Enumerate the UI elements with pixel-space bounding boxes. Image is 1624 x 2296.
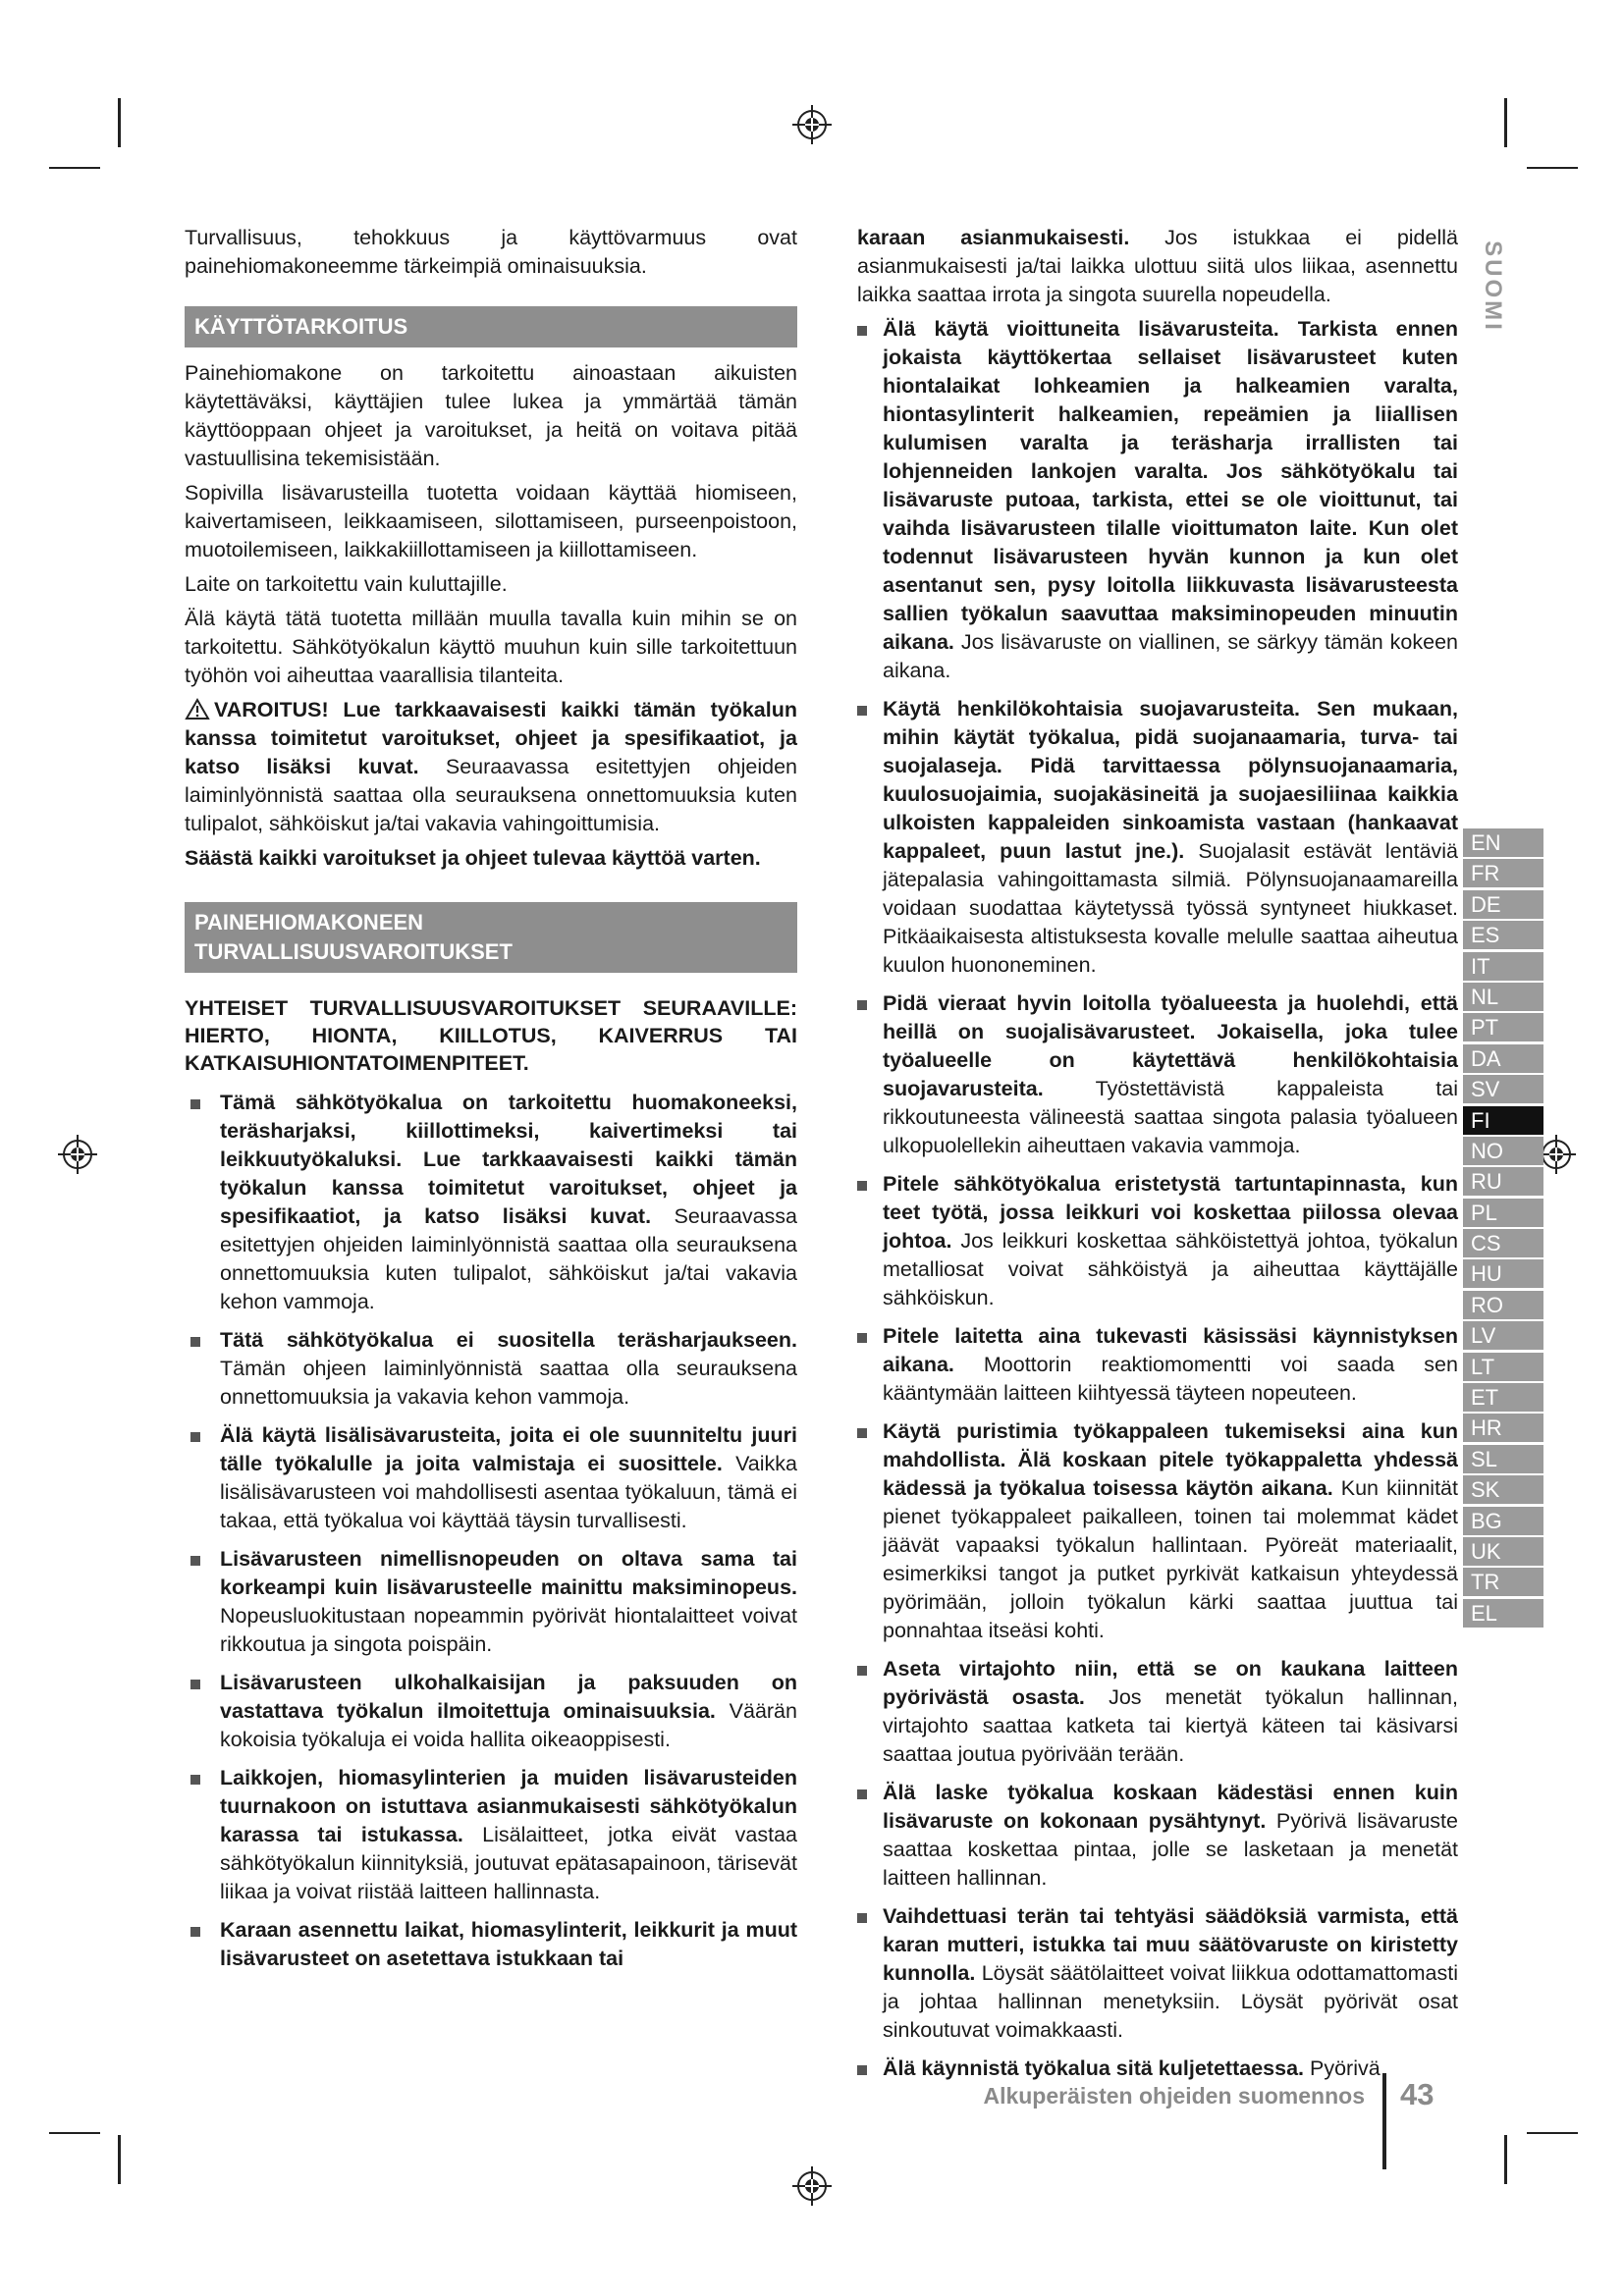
section-header-line: TURVALLISUUSVAROITUKSET [194, 939, 513, 964]
right-bullet-list [857, 315, 1458, 2083]
language-side-title [1473, 228, 1512, 346]
bullet-text: Lisälaitteet, jotka eivät vastaa sähkötyökalun kiinnityksiä, joutuvat epätasapainoon, tärisevät liikaa ja voivat riistää laitteen hallinnasta. [220, 1823, 797, 1903]
crop-mark [118, 98, 121, 147]
crop-mark [1527, 167, 1578, 169]
continuation-bold: karaan asianmukaisesti. [857, 226, 1130, 249]
paragraph: Laite on tarkoitettu vain kuluttajille. [185, 572, 508, 596]
footer-divider [1382, 2073, 1386, 2169]
list-item [857, 989, 1458, 1160]
bullet-bold: Älä käytä vioittuneita lisävarusteita. Tarkista ennen jokaista käyttökertaa sellaiset lisävarusteet kuten hiontalaikat lohkeamien ja halkeamien varalta, hiontasylinterit halkeamien, repeämien ja liiallisen kulumisen varalta ja teräsharja irrallisten tai lohjenneiden lankojen varalta. Jos sähkötyökalu tai lisävaruste putoaa, tarkista, ettei se ole vioittunut, tai vaihda lisävarusteen tilalle vioittumaton laite. Kun olet todennut lisävarusteen hyvän kunnon ja kun olet asentanut sen, pysy loitolla liikkuvasta lisävarusteesta sallien työkalun saavuttaa maksiminopeuden minuutin aikana. [883, 317, 1458, 654]
list-item [185, 1326, 797, 1412]
language-tab[interactable]: PT [1463, 1013, 1543, 1041]
language-tab[interactable]: IT [1463, 952, 1543, 981]
paragraph: Painehiomakone on tarkoitettu ainoastaan aikuisten käytettäväksi, käyttäjien tulee lukea ja ymmärtää tämän käyttöoppaan ohjeet ja varoitukset, ja heitä on voitava pitää vastuullisina tekemisistään. [185, 361, 797, 470]
bullet-bold: Älä käynnistä työkalua sitä kuljetettaessa. [883, 2056, 1305, 2080]
paragraph: Sopivilla lisävarusteilla tuotetta voidaan käyttää hiomiseen, kaivertamiseen, leikkaamiseen, silottamiseen, purseenpoistoon, muotoilemiseen, laikkakiillottamiseen ja kiillottamiseen. [185, 481, 797, 561]
bullet-text: Nopeusluokitustaan nopeammin pyörivät hiontalaitteet voivat rikkoutua ja singota poispäin. [220, 1604, 797, 1656]
language-tab[interactable]: DE [1463, 890, 1543, 919]
bullet-text: Jos leikkuri koskettaa sähköistettyä johtoa, työkalun metalliosat voivat sähköistyä ja aiheuttaa käyttäjälle sähköiskun. [883, 1229, 1458, 1309]
continuation-paragraph [857, 224, 1458, 309]
list-item [857, 1170, 1458, 1312]
list-item [857, 1322, 1458, 1408]
section-header-intended-use: KÄYTTÖTARKOITUS [185, 306, 797, 347]
bullet-text: Työstettävistä kappaleista tai rikkoutuneesta välineestä saattaa singota palasia työalueen ulkopuolellekin aiheuttaen vakavia vammoja. [883, 1077, 1458, 1157]
language-title-text: SUOMI [1480, 240, 1506, 333]
bullet-bold: Käytä puristimia työkappaleen tukemiseksi aina kun mahdollista. Älä koskaan pitele työkappaletta yhdessä kädessä ja työkalua toisessa käytön aikana. [883, 1419, 1458, 1500]
language-tab[interactable]: CS [1463, 1229, 1543, 1257]
language-tab[interactable]: ES [1463, 921, 1543, 949]
language-tab[interactable]: RO [1463, 1291, 1543, 1319]
language-tab[interactable]: SK [1463, 1475, 1543, 1504]
list-item [185, 1764, 797, 1906]
continuation-text: Jos istukkaa ei pidellä asianmukaisesti ja/tai laikka ulottuu siitä ulos liikaa, asennettu laikka saattaa irrota ja singota suurella nopeudella. [857, 226, 1458, 306]
bullet-bold: Vaihdettuasi terän tai tehtyäsi säädöksiä varmista, että karan mutteri, istukka tai muu säätövaruste on kiristetty kunnolla. [883, 1904, 1458, 1985]
intro-text: Turvallisuus, tehokkuus ja käyttövarmuus ovat painehiomakoneemme tärkeimpiä ominaisuuksia. [185, 226, 797, 278]
bullet-bold: Karaan asennettu laikat, hiomasylinterit, leikkurit ja muut lisävarusteet on asetettava istukkaan tai [220, 1918, 797, 1970]
warning-normal-text: Seuraavassa esitettyjen ohjeiden laiminlyönnistä saattaa olla seurauksena onnettomuuksia kuten tulipalot, sähköiskut ja/tai vakavia vahingoittumisia. [185, 755, 798, 835]
crop-mark [1504, 2135, 1507, 2184]
language-tab[interactable]: EN [1463, 828, 1543, 857]
list-item [857, 1655, 1458, 1769]
bullet-text: Vaikka lisälisävarusteen voi mahdollisesti asentaa työkaluun, tämä ei takaa, että työkalua voi käyttää täysin turvallisesti. [220, 1452, 797, 1532]
bullet-text: Kun kiinnität pienet työkappaleet paikalleen, toinen tai molemmat kädet jäävät vapaaksi työkalun hallintaan. Pyöreät materiaalit, esimerkiksi tangot ja putket pyrkivät katkaisun yhteydessä pyörimään, jolloin työkalun kärki saattaa juuttua tai ponnahtaa itseäsi kohti. [883, 1476, 1458, 1642]
bullet-text: Jos lisävaruste on viallinen, se särkyy tämän kokeen aikana. [883, 630, 1458, 682]
language-tab[interactable]: EL [1463, 1599, 1543, 1628]
registration-mark-icon [791, 2165, 833, 2207]
language-tab[interactable]: SV [1463, 1075, 1543, 1103]
registration-mark-icon [57, 1134, 98, 1175]
bullet-bold: Tätä sähkötyökalua ei suositella teräsharjaukseen. [220, 1328, 797, 1352]
bullet-bold: Lisävarusteen ulkohalkaisijan ja paksuuden on vastattava työkalun ilmoitettuja ominaisuuksia. [220, 1671, 797, 1723]
bullet-bold: Pidä vieraat hyvin loitolla työalueesta ja huolehdi, että heillä on suojalisävarusteet. Jokaisella, joka tulee työalueelle on käytettävä henkilökohtaisia suojavarusteita. [883, 991, 1458, 1100]
list-item [857, 1902, 1458, 2045]
left-bullet-list [185, 1089, 797, 1973]
bullet-text: Väärän kokoisia työkaluja ei voida hallita oikeaoppisesti. [220, 1699, 797, 1751]
language-tabs [1463, 828, 1543, 1629]
list-item [857, 1779, 1458, 1893]
right-column [857, 224, 1458, 2093]
left-column [185, 224, 797, 1983]
bullet-bold: Pitele laitetta aina tukevasti käsissäsi käynnistyksen aikana. [883, 1324, 1458, 1376]
language-tab-active[interactable]: FI [1463, 1106, 1543, 1135]
list-item [857, 1417, 1458, 1645]
bullet-text: Löysät säätölaitteet voivat liikkua odottamattomasti ja johtaa hallinnan menetyksiin. Löysät pyörivät osat sinkoutuvat voimakkaasti. [883, 1961, 1458, 2042]
paragraph: Älä käytä tätä tuotetta millään muulla tavalla kuin mihin se on tarkoitettu. Sähkötyökalun käyttö muuhun kuin sille tarkoitettuun työhön voi aiheuttaa vaarallisia tilanteita. [185, 607, 797, 687]
language-tab[interactable]: NO [1463, 1137, 1543, 1165]
list-item [185, 1669, 797, 1754]
bullet-bold: Älä laske työkalua koskaan kädestäsi ennen kuin lisävaruste on kokonaan pysähtynyt. [883, 1781, 1458, 1833]
language-tab[interactable]: NL [1463, 983, 1543, 1011]
bullet-text: Pyörivä lisävaruste saattaa koskettaa pintaa, jolle se lasketaan ja menetät laitteen hallinnan. [883, 1809, 1458, 1890]
bullet-text: Jos menetät työkalun hallinnan, virtajohto saattaa katketa tai kiertyä käteen tai käsivarsi saattaa joutua pyörivään terään. [883, 1685, 1458, 1766]
language-tab[interactable]: UK [1463, 1537, 1543, 1566]
section-header-safety-warnings [185, 902, 797, 973]
bullet-text: Tämän ohjeen laiminlyönnistä saattaa olla seurauksena onnettomuuksia ja vakavia kehon vammoja. [220, 1357, 797, 1409]
bullet-bold: Laikkojen, hiomasylinterien ja muiden lisävarusteiden tuurnakoon on istuttava asianmukaisesti sähkötyökalun karassa tai istukassa. [220, 1766, 797, 1846]
crop-mark [1527, 2132, 1578, 2134]
bullet-bold: Älä käytä lisälisävarusteita, joita ei ole suunniteltu juuri tälle työkalulle ja joita valmistaja ei suosittele. [220, 1423, 797, 1475]
list-item [185, 1545, 797, 1659]
language-tab[interactable]: BG [1463, 1507, 1543, 1535]
language-tab[interactable]: SL [1463, 1445, 1543, 1473]
bullet-text: Pyörivä [1310, 2056, 1380, 2080]
language-tab[interactable]: RU [1463, 1167, 1543, 1196]
list-item [857, 2055, 1458, 2083]
bullet-text: Moottorin reaktiomomentti voi saada sen kääntymään laitteen kiihtyessä täyteen nopeuteen. [883, 1353, 1458, 1405]
language-tab[interactable]: FR [1463, 859, 1543, 887]
crop-mark [118, 2135, 121, 2184]
list-item [857, 315, 1458, 685]
language-tab[interactable]: PL [1463, 1199, 1543, 1227]
bullet-text: Seuraavassa esitettyjen ohjeiden laiminlyönnistä saattaa olla seurauksena onnettomuuksia kuten tulipalot, sähköiskut ja/tai vakavia kehon vammoja. [220, 1204, 797, 1313]
language-tab[interactable]: LT [1463, 1353, 1543, 1381]
list-item [185, 1916, 797, 1973]
section-header-line: PAINEHIOMAKONEEN [194, 910, 424, 934]
bullet-bold: Käytä henkilökohtaisia suojavarusteita. Sen mukaan, mihin käytät työkalua, pidä suojanaamaria, turva- tai suojalaseja. Pidä tarvittaessa pölynsuojanaamaria, kuulosuojaimia, suojakäsineitä ja suojaesiliinaa kaikkia ulkoisten kappaleiden sinkoamista vastaan (hankaavat kappaleet, puun lastut jne.). [883, 697, 1458, 863]
bullet-text: Suojalasit estävät lentäviä jätepalasia vahingoittamasta silmiä. Pölynsuojanaamareilla voidaan suodattaa käytetyssä työssä syntyneet hiukkaset. Pitkäaikaisesta altistuksesta kovalle melulle saattaa aiheutua kuulon huononeminen. [883, 839, 1459, 977]
warning-triangle-icon [185, 698, 210, 721]
bullet-bold: Lisävarusteen nimellisnopeuden on oltava sama tai korkeampi kuin lisävarusteelle mainittu maksiminopeus. [220, 1547, 797, 1599]
language-tab[interactable]: TR [1463, 1568, 1543, 1596]
registration-mark-icon [791, 104, 833, 145]
crop-mark [49, 2132, 100, 2134]
crop-mark [49, 167, 100, 169]
bullet-bold: Tämä sähkötyökalua on tarkoitettu huomakoneeksi, teräsharjaksi, kiillottimeksi, kaivertimeksi tai leikkuutyökaluksi. Lue tarkkaavaisesti kaikki tämän työkalun kanssa toimitetut varoitukset, ohjeet ja spesifikaatiot, ja katso lisäksi kuvat. [220, 1091, 797, 1228]
crop-mark [1504, 98, 1507, 147]
footer-text: Alkuperäisten ohjeiden suomennos [983, 2083, 1365, 2109]
page-number: 43 [1400, 2077, 1435, 2111]
list-item [185, 1089, 797, 1316]
common-warnings-heading: YHTEISET TURVALLISUUSVAROITUKSET SEURAAVILLE: HIERTO, HIONTA, KIILLOTUS, KAIVERRUS TAI KATKAISUHIONTATOIMENPITEET. [185, 996, 797, 1075]
language-tab[interactable]: HR [1463, 1414, 1543, 1442]
warning-paragraph [185, 696, 797, 838]
list-item [857, 695, 1458, 980]
save-instructions: Säästä kaikki varoitukset ja ohjeet tulevaa käyttöä varten. [185, 846, 761, 870]
warning-bold-text: VAROITUS! Lue tarkkaavaisesti kaikki tämän työkalun kanssa toimitetut varoitukset, ohjeet ja spesifikaatiot, ja katso lisäksi kuvat. [185, 698, 797, 778]
language-tab[interactable]: HU [1463, 1259, 1543, 1288]
language-tab[interactable]: LV [1463, 1321, 1543, 1350]
bullet-bold: Pitele sähkötyökalua eristetystä tartuntapinnasta, kun teet työtä, jossa leikkuri voi koskettaa piilossa olevaa johtoa. [883, 1172, 1458, 1253]
list-item [185, 1421, 797, 1535]
language-tab[interactable]: ET [1463, 1383, 1543, 1412]
bullet-bold: Aseta virtajohto niin, että se on kaukana laitteen pyörivästä osasta. [883, 1657, 1458, 1709]
language-tab[interactable]: DA [1463, 1044, 1543, 1073]
